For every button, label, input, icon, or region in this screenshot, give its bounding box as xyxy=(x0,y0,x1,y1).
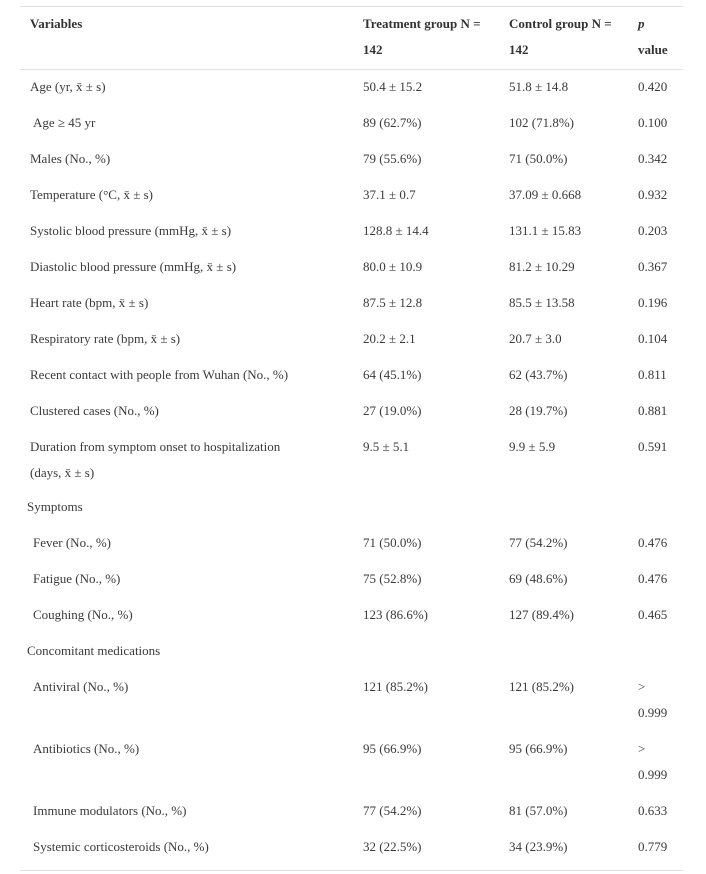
row-p: 0.881 xyxy=(638,403,668,418)
table-row xyxy=(20,254,683,290)
row-variable: Temperature (°C, x̄ ± s) xyxy=(30,187,153,202)
row-variable: Age (yr, x̄ ± s) xyxy=(30,79,106,94)
row-variable: Immune modulators (No., %) xyxy=(33,803,187,818)
row-p: 0.342 xyxy=(638,151,668,166)
row-control: 81.2 ± 10.29 xyxy=(509,259,575,274)
row-p: 0.203 xyxy=(638,223,668,238)
row-treatment: 128.8 ± 14.4 xyxy=(363,223,429,238)
row-variable: Heart rate (bpm, x̄ ± s) xyxy=(30,295,149,310)
section-title: Symptoms xyxy=(27,499,83,514)
row-variable-line1: Duration from symptom onset to hospitalization xyxy=(30,439,281,454)
row-control: 85.5 ± 13.58 xyxy=(509,295,575,310)
row-control: 9.9 ± 5.9 xyxy=(509,439,556,454)
table-row xyxy=(20,362,683,398)
table-row xyxy=(20,736,683,798)
row-variable: Diastolic blood pressure (mmHg, x̄ ± s) xyxy=(30,259,237,274)
row-treatment: 75 (52.8%) xyxy=(363,571,422,586)
table-header xyxy=(20,7,683,69)
symptom-rows xyxy=(20,530,683,638)
baseline-characteristics-table xyxy=(20,6,683,871)
row-treatment: 37.1 ± 0.7 xyxy=(363,187,416,202)
row-variable: Antibiotics (No., %) xyxy=(33,741,140,756)
main-rows xyxy=(20,74,683,434)
row-treatment: 121 (85.2%) xyxy=(363,679,428,694)
table-row xyxy=(20,434,683,494)
row-variable: Clustered cases (No., %) xyxy=(30,403,159,418)
header-treatment-n: 142 xyxy=(363,42,383,57)
row-control: 69 (48.6%) xyxy=(509,571,568,586)
table-row xyxy=(20,798,683,834)
row-p-line2: 0.999 xyxy=(638,705,668,720)
row-treatment: 9.5 ± 5.1 xyxy=(363,439,410,454)
table-row xyxy=(20,290,683,326)
table-row xyxy=(20,74,683,110)
table-row xyxy=(20,110,683,146)
medication-rows xyxy=(20,674,683,798)
header-p-value: value xyxy=(638,42,668,57)
row-p-line2: 0.999 xyxy=(638,767,668,782)
row-treatment: 50.4 ± 15.2 xyxy=(363,79,423,94)
row-control: 81 (57.0%) xyxy=(509,803,568,818)
row-p: 0.932 xyxy=(638,187,668,202)
row-p: 0.633 xyxy=(638,803,668,818)
row-variable: Coughing (No., %) xyxy=(33,607,133,622)
row-p: 0.196 xyxy=(638,295,668,310)
row-control: 34 (23.9%) xyxy=(509,839,568,854)
row-control: 102 (71.8%) xyxy=(509,115,574,130)
row-treatment: 123 (86.6%) xyxy=(363,607,428,622)
row-variable: Recent contact with people from Wuhan (No., %) xyxy=(30,367,289,382)
row-variable: Antiviral (No., %) xyxy=(33,679,129,694)
row-control: 127 (89.4%) xyxy=(509,607,574,622)
bottom-rule xyxy=(20,870,683,871)
row-p: 0.367 xyxy=(638,259,668,274)
header-rule xyxy=(20,69,683,70)
row-p: 0.100 xyxy=(638,115,668,130)
row-p: 0.420 xyxy=(638,79,668,94)
row-treatment: 79 (55.6%) xyxy=(363,151,422,166)
row-treatment: 32 (22.5%) xyxy=(363,839,422,854)
row-treatment: 27 (19.0%) xyxy=(363,403,422,418)
row-p xyxy=(638,674,667,726)
row-p: 0.476 xyxy=(638,535,668,550)
row-control: 20.7 ± 3.0 xyxy=(509,331,562,346)
table-row xyxy=(20,218,683,254)
row-treatment: 20.2 ± 2.1 xyxy=(363,331,416,346)
row-variable: Respiratory rate (bpm, x̄ ± s) xyxy=(30,331,181,346)
row-p xyxy=(638,736,667,788)
row-p-line1: > xyxy=(638,679,646,694)
section-title: Concomitant medications xyxy=(27,643,161,658)
header-control: Control group N = xyxy=(509,16,612,31)
table-row xyxy=(20,146,683,182)
row-p: 0.476 xyxy=(638,571,668,586)
row-control: 37.09 ± 0.668 xyxy=(509,187,582,202)
row-variable: Fever (No., %) xyxy=(33,535,111,550)
table-row xyxy=(20,834,683,870)
row-control: 62 (43.7%) xyxy=(509,367,568,382)
row-p: 0.779 xyxy=(638,839,668,854)
row-control: 131.1 ± 15.83 xyxy=(509,223,582,238)
row-p: 0.591 xyxy=(638,439,668,454)
table-row xyxy=(20,602,683,638)
row-control: 95 (66.9%) xyxy=(509,741,568,756)
row-treatment: 87.5 ± 12.8 xyxy=(363,295,423,310)
row-control: 51.8 ± 14.8 xyxy=(509,79,569,94)
section-heading-symptoms xyxy=(20,494,683,530)
row-treatment: 80.0 ± 10.9 xyxy=(363,259,423,274)
row-variable: Systolic blood pressure (mmHg, x̄ ± s) xyxy=(30,223,232,238)
row-treatment: 71 (50.0%) xyxy=(363,535,422,550)
row-p: 0.465 xyxy=(638,607,668,622)
row-p-line1: > xyxy=(638,741,646,756)
row-variable: Systemic corticosteroids (No., %) xyxy=(33,839,209,854)
table-row xyxy=(20,566,683,602)
row-variable: Fatigue (No., %) xyxy=(33,571,121,586)
header-treatment: Treatment group N = xyxy=(363,16,481,31)
table-row xyxy=(20,182,683,218)
table-row xyxy=(20,530,683,566)
header-control-n: 142 xyxy=(509,42,529,57)
table-row xyxy=(20,398,683,434)
section-heading-medications xyxy=(20,638,683,674)
table-row xyxy=(20,674,683,736)
row-treatment: 64 (45.1%) xyxy=(363,367,422,382)
header-variables: Variables xyxy=(30,16,83,31)
row-p: 0.811 xyxy=(638,367,667,382)
header-p: p xyxy=(638,16,645,31)
row-control: 28 (19.7%) xyxy=(509,403,568,418)
row-variable-line2: (days, x̄ ± s) xyxy=(30,465,95,480)
row-treatment: 89 (62.7%) xyxy=(363,115,422,130)
row-control: 71 (50.0%) xyxy=(509,151,568,166)
row-treatment: 95 (66.9%) xyxy=(363,741,422,756)
row-control: 121 (85.2%) xyxy=(509,679,574,694)
row-p: 0.104 xyxy=(638,331,668,346)
row-variable xyxy=(30,434,280,486)
medication-rows-2 xyxy=(20,798,683,870)
row-variable: Males (No., %) xyxy=(30,151,111,166)
row-treatment: 77 (54.2%) xyxy=(363,803,422,818)
table-row xyxy=(20,326,683,362)
row-control: 77 (54.2%) xyxy=(509,535,568,550)
row-variable: Age ≥ 45 yr xyxy=(33,115,96,130)
